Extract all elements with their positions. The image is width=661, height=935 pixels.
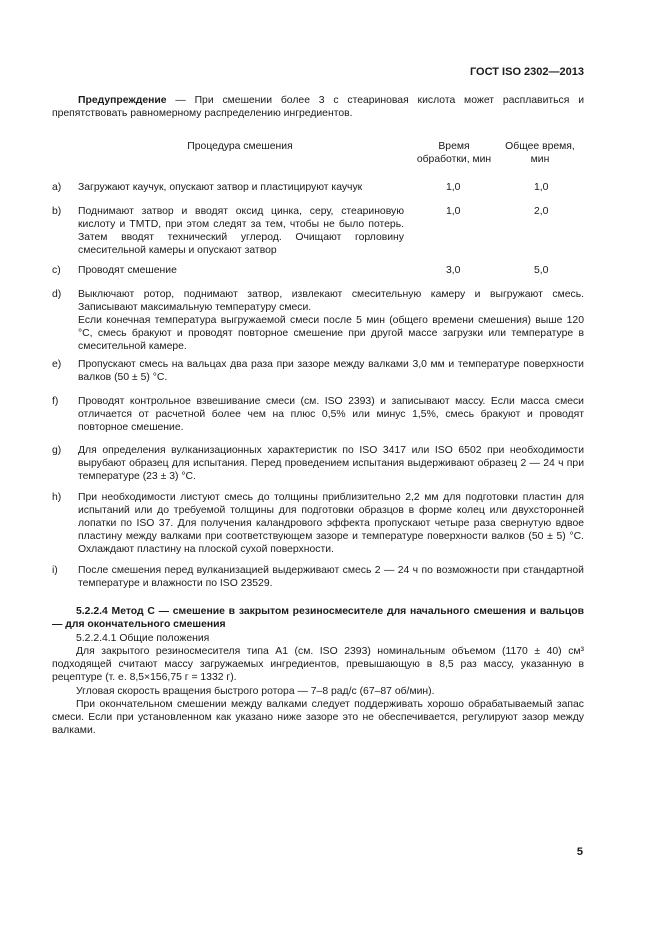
row-label: h) bbox=[52, 492, 62, 503]
row-time1: 3,0 bbox=[446, 265, 461, 276]
table-header-procedure: Процедура смешения bbox=[187, 141, 293, 152]
row-text: Проводят смешение bbox=[78, 265, 177, 276]
section-heading: 5.2.2.4 Метод С — смешение в закрытом резиносмесителе для начального смешения и вальцов — для окончательного смешения bbox=[52, 606, 584, 630]
subsection-title: 5.2.2.4.1 Общие положения bbox=[76, 633, 210, 644]
row-text: После смешения перед вулканизацией выдерживают смесь 2 — 24 ч по возможности при стандартной температуре и влажности по ISO 23529. bbox=[78, 565, 584, 589]
row-time2: 5,0 bbox=[534, 265, 549, 276]
row-text: Поднимают затвор и вводят оксид цинка, серу, стеариновую кислоту и TMTD, при этом следят за тем, чтобы не было потерь. Затем вводят технический углерод. Очищают горловину смесительной камеры и опускают затвор bbox=[78, 206, 404, 256]
row-label: d) bbox=[52, 289, 62, 300]
row-time1: 1,0 bbox=[446, 182, 461, 193]
warning-paragraph bbox=[52, 94, 584, 120]
paragraph: Для закрытого резиносмесителя типа А1 (см. ISO 2393) номинальным объемом (1170 ± 40) см³ подходящей считают массу загружаемых ингредиентов, превышающую в 8,5 раз массу, указанную в рецептуре (т. е. 8,5×156,75 г = 1332 г). bbox=[52, 646, 584, 683]
row-time2: 2,0 bbox=[534, 206, 549, 217]
document-header: ГОСТ ISO 2302—2013 bbox=[469, 66, 584, 78]
warning-label: Предупреждение bbox=[78, 95, 167, 106]
row-label: f) bbox=[52, 396, 59, 407]
row-text: Для определения вулканизационных характеристик по ISO 3417 или ISO 6502 при необходимости вырубают образец для испытания. Перед проведением испытания выдерживают образец 2 — 24 ч при температуре (23 ± 3) °С. bbox=[78, 445, 584, 482]
paragraph: При окончательном смешении между валками следует поддерживать хорошо обрабатываемый запас смеси. Если при установленном как указано ниже зазоре это не обеспечивается, регулируют зазор между валками. bbox=[52, 699, 584, 736]
row-text: Загружают каучук, опускают затвор и пластицируют каучук bbox=[78, 182, 363, 193]
table-header-time1: Время обработки, мин bbox=[416, 141, 492, 165]
row-label: i) bbox=[52, 565, 58, 576]
row-label: c) bbox=[52, 265, 61, 276]
row-text: При необходимости листуют смесь до толщины приблизительно 2,2 мм для подготовки пластин для испытаний или до требуемой толщины для подготовки образцов в форме колец или двухсторонней лопатки по ISO 37. Для получения каландрового эффекта пропускают четыре раза свернутую вдвое пластину между валками при соответствующем зазоре и температуре поверхности валков (50 ± 5) °С. Охлаждают пластину на плоской сухой поверхности. bbox=[78, 492, 584, 555]
page-number: 5 bbox=[576, 846, 583, 858]
row-label: g) bbox=[52, 445, 62, 456]
paragraph: Угловая скорость вращения быстрого ротора — 7–8 рад/с (67–87 об/мин). bbox=[76, 686, 435, 697]
row-time2: 1,0 bbox=[534, 182, 549, 193]
row-text-continued: Если конечная температура выгружаемой смеси после 5 мин (общего времени смешения) выше 120 °С, смесь бракуют и проводят повторное смешение при другой массе загрузки или температуре в смесительной камере. bbox=[78, 315, 584, 352]
row-text: Пропускают смесь на вальцах два раза при зазоре между валками 3,0 мм и температуре поверхности валков (50 ± 5) °С. bbox=[78, 359, 584, 383]
row-label: e) bbox=[52, 359, 62, 370]
row-time1: 1,0 bbox=[446, 206, 461, 217]
row-label: a) bbox=[52, 182, 62, 193]
row-text: Проводят контрольное взвешивание смеси (см. ISO 2393) и записывают массу. Если масса смеси отличается от расчетной более чем на плюс 0,5% или минус 1,5%, смесь бракуют и проводят повторное смешение. bbox=[78, 396, 584, 433]
row-text: Выключают ротор, поднимают затвор, извлекают смесительную камеру и выгружают смесь. Записывают максимальную температуру смеси. bbox=[78, 289, 584, 313]
warning-text: — При смешении более 3 с стеариновая кислота может расплавиться и препятствовать равномерному распределению ингредиентов. bbox=[52, 95, 584, 119]
row-label: b) bbox=[52, 206, 62, 217]
table-header-time2: Общее время, мин bbox=[505, 141, 575, 165]
